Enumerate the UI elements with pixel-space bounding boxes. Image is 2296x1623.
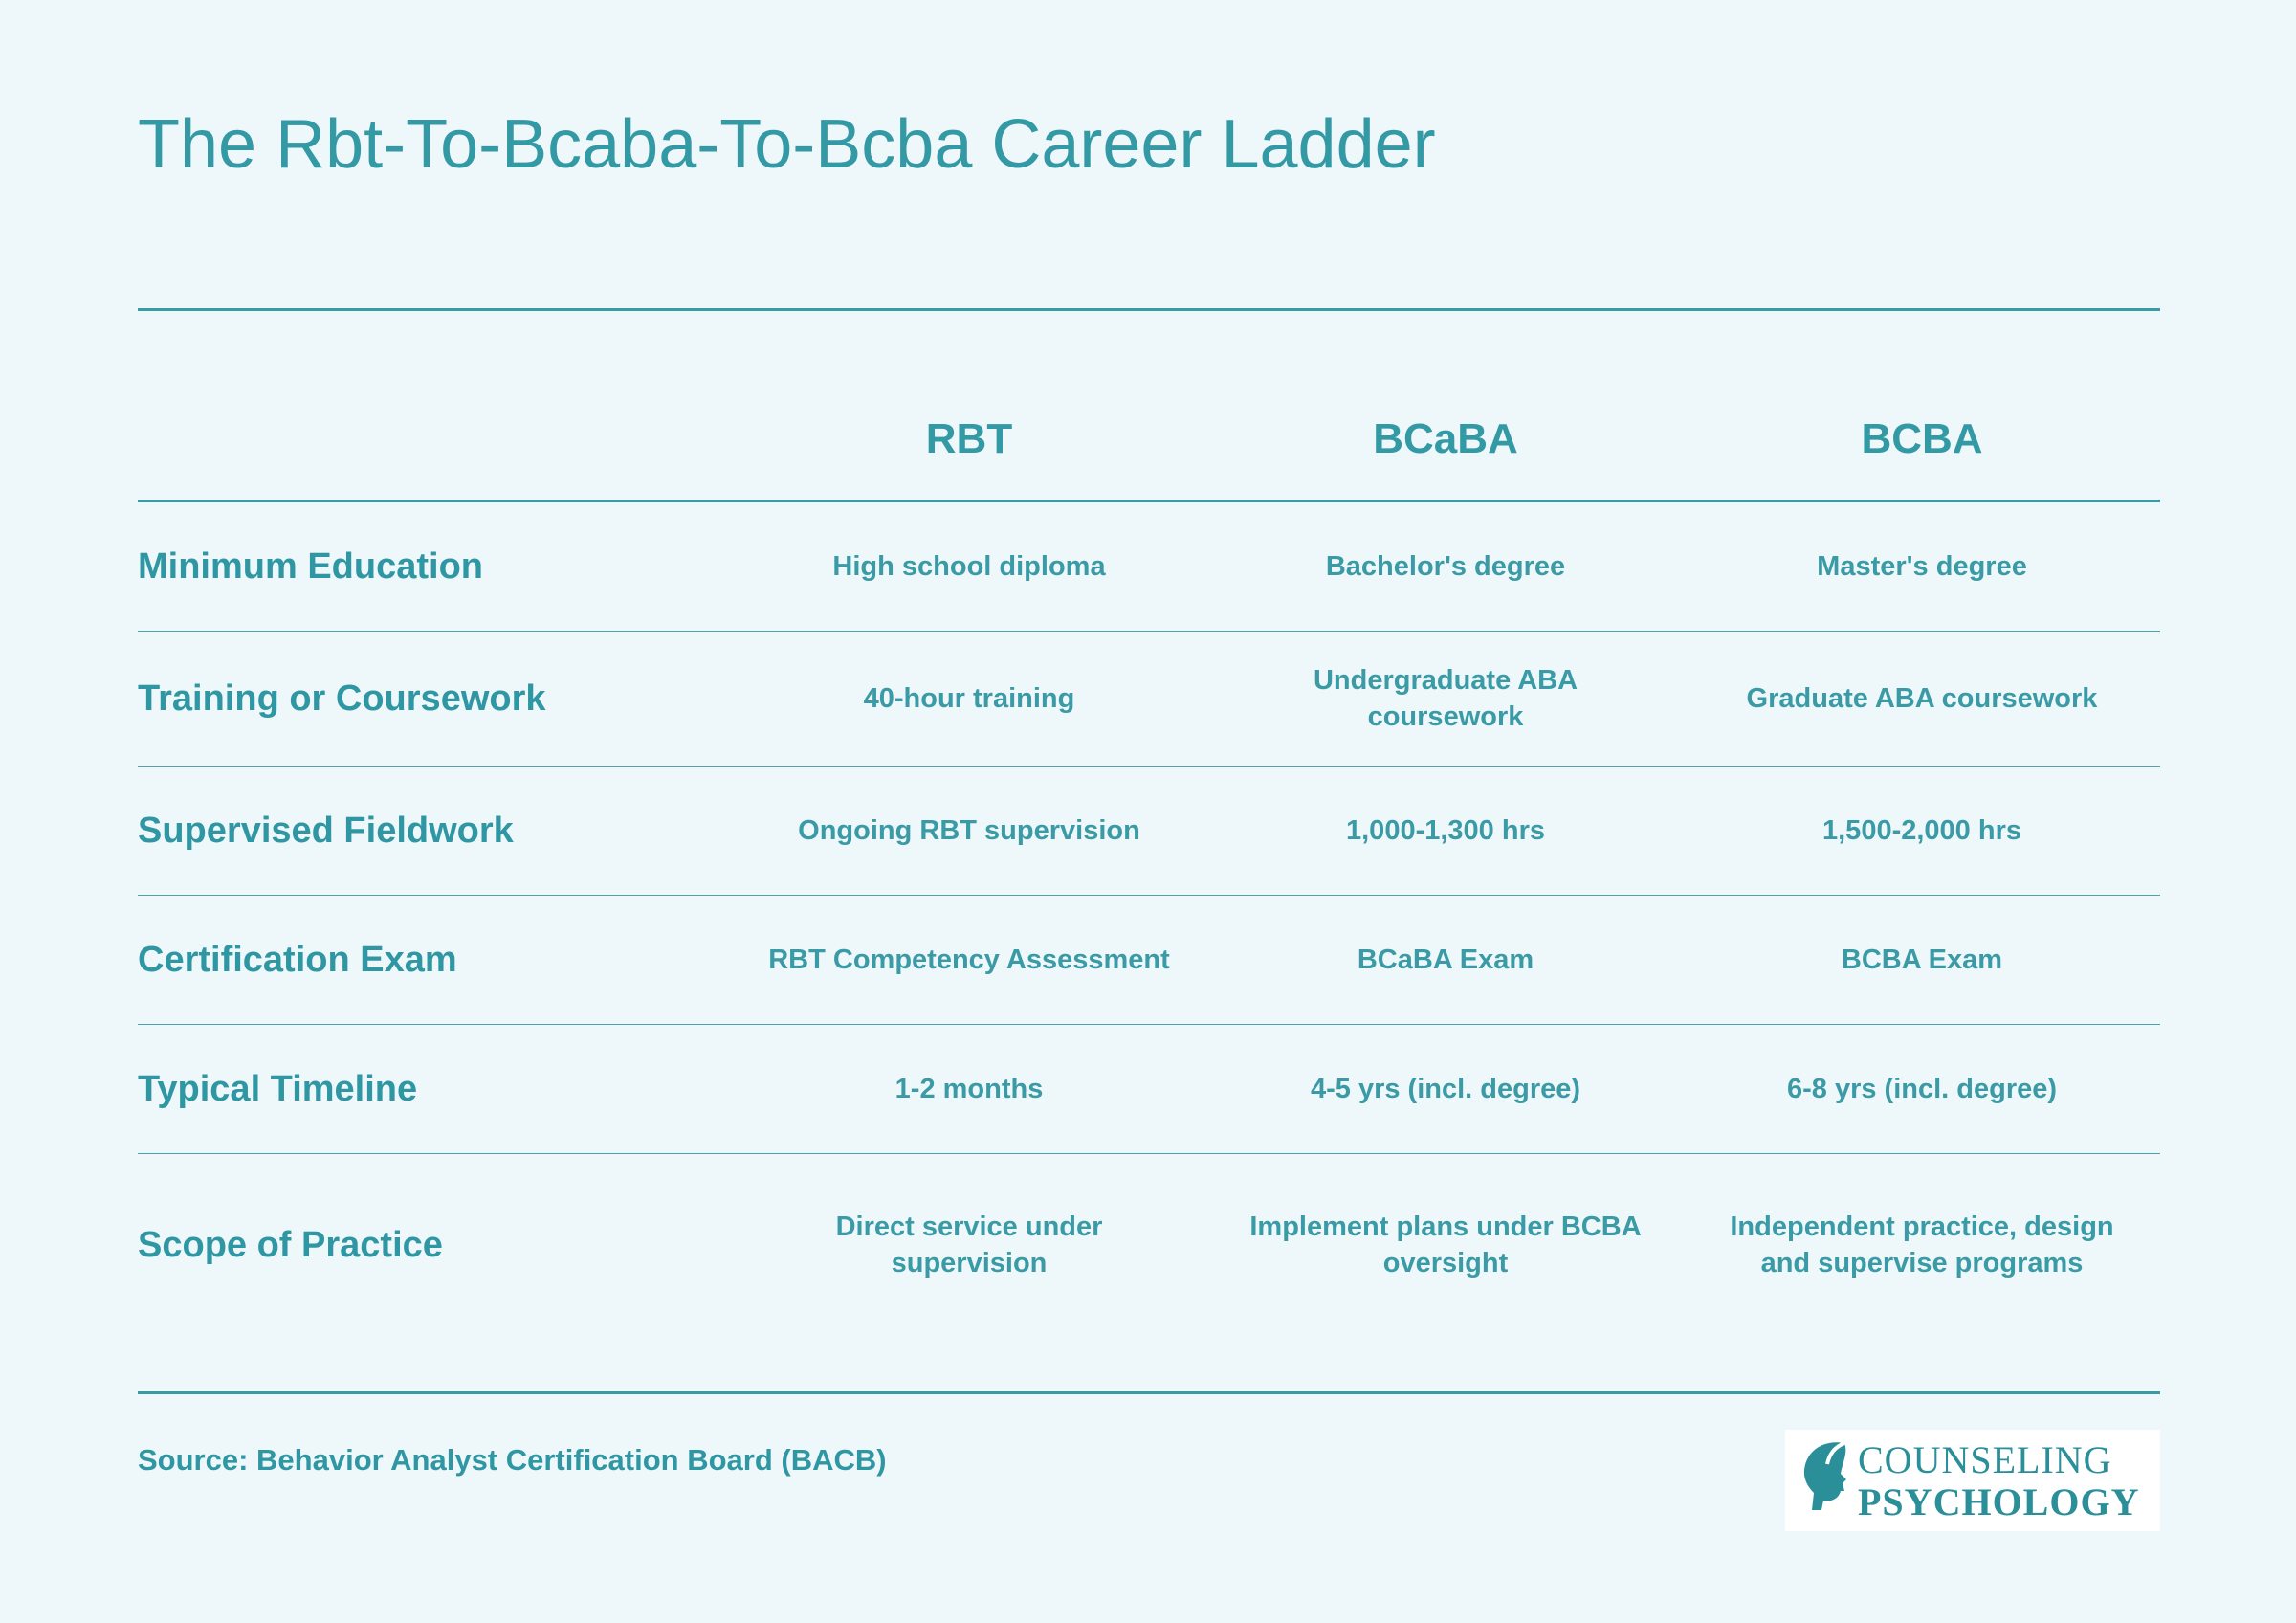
comparison-table (138, 311, 2160, 1336)
table-cell: Independent practice, design and supervise programs (1730, 1212, 2114, 1278)
table-row (138, 767, 2160, 896)
table-row (138, 502, 2160, 632)
row-label: Certification Exam (138, 939, 457, 980)
column-header-bcba: BCBA (1861, 415, 1983, 462)
table-cell: 1-2 months (894, 1074, 1044, 1104)
source-note: Source: Behavior Analyst Certification Board (BACB) (138, 1443, 887, 1477)
logo-text-line2: PSYCHOLOGY (1858, 1480, 2140, 1523)
table-row (138, 632, 2160, 767)
brand-logo (1785, 1430, 2160, 1531)
page-title: The Rbt-To-Bcaba-To-Bcba Career Ladder (138, 106, 1436, 183)
table-cell: Implement plans under BCBA oversight (1249, 1212, 1642, 1278)
table-cell: 4-5 yrs (incl. degree) (1310, 1074, 1581, 1104)
table-cell: 6-8 yrs (incl. degree) (1786, 1074, 2058, 1104)
table-cell: Master's degree (1817, 551, 2027, 582)
table-cell: Undergraduate ABA coursework (1313, 665, 1578, 732)
table-cell: Direct service under supervision (835, 1212, 1103, 1278)
table-row (138, 896, 2160, 1025)
column-header-rbt: RBT (925, 415, 1013, 462)
table-cell: High school diploma (832, 551, 1106, 582)
head-profile-icon (1785, 1430, 1862, 1531)
bottom-divider (138, 1391, 2160, 1394)
row-label: Training or Coursework (138, 678, 546, 719)
table-cell: BCBA Exam (1841, 945, 2003, 975)
row-label: Typical Timeline (138, 1068, 418, 1109)
table-cell: 1,500-2,000 hrs (1822, 815, 2021, 846)
row-label: Scope of Practice (138, 1224, 443, 1265)
table-cell: RBT Competency Assessment (768, 945, 1170, 975)
row-label: Minimum Education (138, 545, 483, 587)
table-cell: Ongoing RBT supervision (798, 815, 1140, 846)
table-header-row (138, 311, 2160, 502)
table-cell: 40-hour training (863, 683, 1075, 714)
table-row (138, 1154, 2160, 1336)
logo-text-line1: COUNSELING (1858, 1438, 2112, 1481)
table-cell: BCaBA Exam (1357, 945, 1534, 975)
table-cell: 1,000-1,300 hrs (1346, 815, 1545, 846)
row-label: Supervised Fieldwork (138, 810, 514, 851)
table-row (138, 1025, 2160, 1154)
column-header-bcaba: BCaBA (1373, 415, 1518, 462)
table-cell: Bachelor's degree (1325, 551, 1566, 582)
table-cell: Graduate ABA coursework (1746, 683, 2098, 714)
